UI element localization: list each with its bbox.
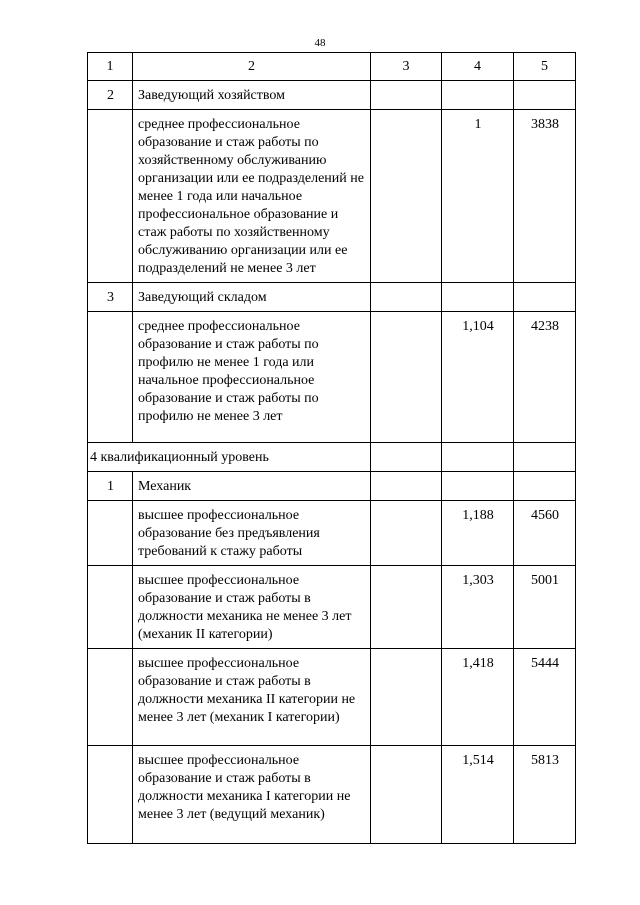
table-row <box>88 110 576 283</box>
empty-cell <box>442 443 514 472</box>
page-number: 48 <box>314 37 326 49</box>
qualification-level-row <box>88 443 576 472</box>
empty-cell <box>371 81 442 110</box>
empty-cell <box>88 746 133 844</box>
empty-cell <box>371 472 442 501</box>
salary-cell: 5444 <box>514 649 576 746</box>
header-cell-1: 1 <box>88 53 133 81</box>
empty-cell <box>88 312 133 443</box>
coefficient-cell: 1,188 <box>442 501 514 566</box>
coefficient-cell: 1,303 <box>442 566 514 649</box>
coefficient-cell: 1,514 <box>442 746 514 844</box>
table-row <box>88 283 576 312</box>
empty-cell <box>88 501 133 566</box>
empty-cell <box>88 110 133 283</box>
requirement-text: высшее профессиональное образование и стаж работы в должности механика I категории не менее 3 лет (ведущий механик) <box>133 746 371 844</box>
table-header-row <box>88 53 576 81</box>
empty-cell <box>88 566 133 649</box>
empty-cell <box>514 443 576 472</box>
empty-cell <box>442 81 514 110</box>
empty-cell <box>442 283 514 312</box>
empty-cell <box>514 81 576 110</box>
coefficient-cell: 1,418 <box>442 649 514 746</box>
table-row <box>88 81 576 110</box>
empty-cell <box>371 746 442 844</box>
requirement-text: среднее профессиональное образование и стаж работы по профилю не менее 1 года или начальное профессиональное образование и стаж работы по профилю не менее 3 лет <box>133 312 371 443</box>
requirement-text: высшее профессиональное образование без предъявления требований к стажу работы <box>133 501 371 566</box>
salary-cell: 5813 <box>514 746 576 844</box>
position-title: Заведующий хозяйством <box>133 81 371 110</box>
table-row <box>88 649 576 746</box>
coefficient-cell: 1,104 <box>442 312 514 443</box>
row-number: 3 <box>88 283 133 312</box>
header-cell-4: 4 <box>442 53 514 81</box>
requirement-text: высшее профессиональное образование и стаж работы в должности механика II категории не менее 3 лет (механик I категории) <box>133 649 371 746</box>
empty-cell <box>371 566 442 649</box>
empty-cell <box>371 649 442 746</box>
salary-table <box>87 52 576 844</box>
table-row <box>88 472 576 501</box>
empty-cell <box>88 649 133 746</box>
requirement-text: среднее профессиональное образование и стаж работы по хозяйственному обслуживанию организации или ее подразделений не менее 1 года или начальное профессиональное образование и стаж работы по хозяйственному обслуживанию организации или ее подразделений не менее 3 лет <box>133 110 371 283</box>
empty-cell <box>371 312 442 443</box>
table-row <box>88 566 576 649</box>
position-title: Заведующий складом <box>133 283 371 312</box>
header-cell-2: 2 <box>133 53 371 81</box>
empty-cell <box>442 472 514 501</box>
position-title: Механик <box>133 472 371 501</box>
empty-cell <box>371 283 442 312</box>
requirement-text: высшее профессиональное образование и стаж работы в должности механика не менее 3 лет (механик II категории) <box>133 566 371 649</box>
table-row <box>88 501 576 566</box>
coefficient-cell: 1 <box>442 110 514 283</box>
qualification-level-label: 4 квалификационный уровень <box>88 443 371 472</box>
salary-cell: 4560 <box>514 501 576 566</box>
table-row <box>88 746 576 844</box>
table-row <box>88 312 576 443</box>
empty-cell <box>514 283 576 312</box>
salary-cell: 3838 <box>514 110 576 283</box>
row-number: 2 <box>88 81 133 110</box>
header-cell-3: 3 <box>371 53 442 81</box>
salary-cell: 4238 <box>514 312 576 443</box>
row-number: 1 <box>88 472 133 501</box>
empty-cell <box>371 443 442 472</box>
empty-cell <box>371 501 442 566</box>
empty-cell <box>371 110 442 283</box>
header-cell-5: 5 <box>514 53 576 81</box>
empty-cell <box>514 472 576 501</box>
salary-cell: 5001 <box>514 566 576 649</box>
